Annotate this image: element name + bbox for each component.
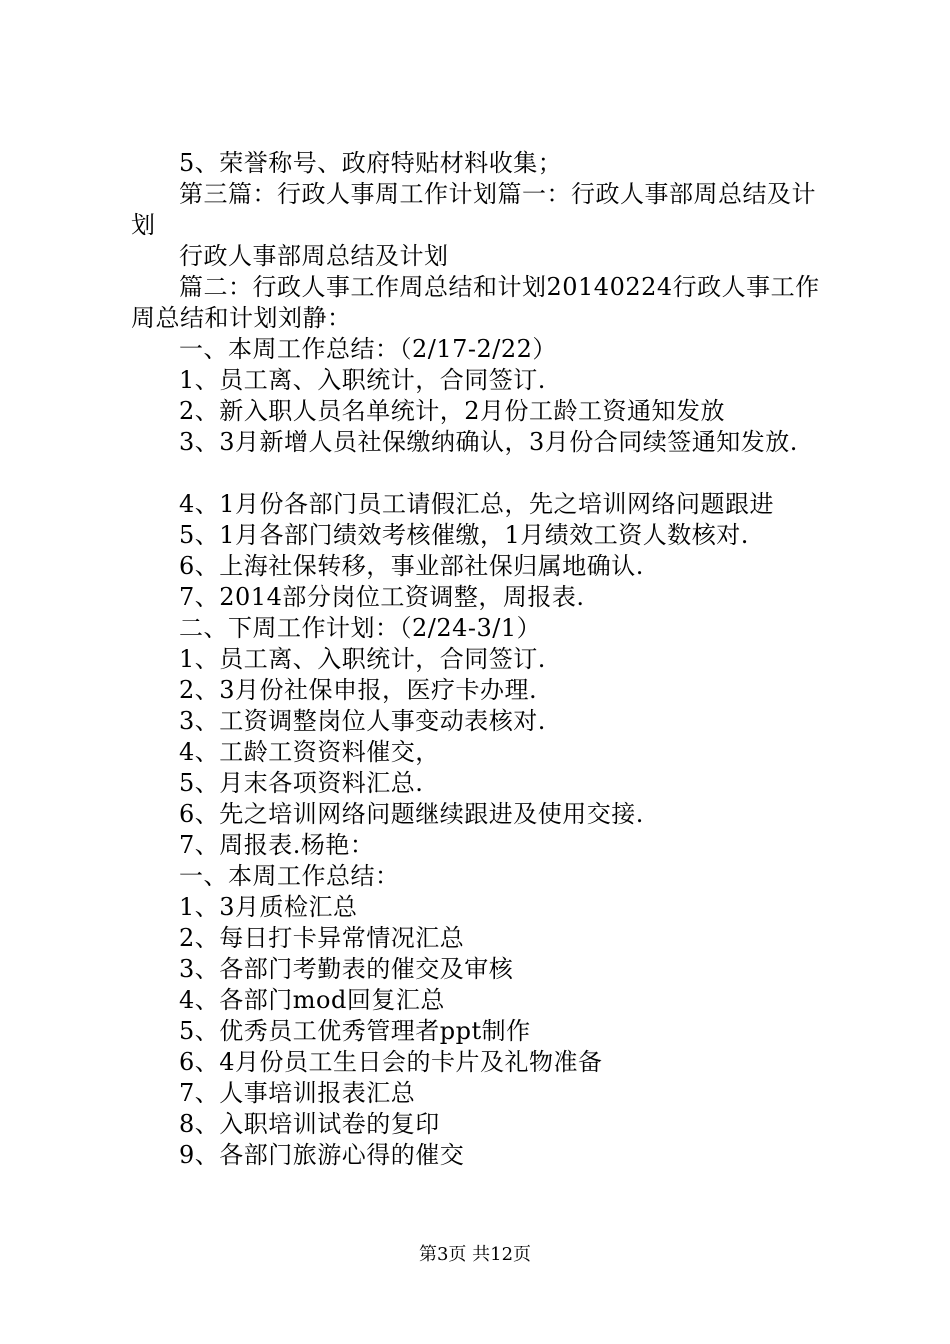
list-item: 4、1月份各部门员工请假汇总，先之培训网络问题跟进 <box>179 490 775 518</box>
list-item: 2、每日打卡异常情况汇总 <box>179 924 465 952</box>
list-item: 7、周报表.杨艳： <box>179 831 375 859</box>
text-line: 行政人事部周总结及计划 <box>179 242 449 270</box>
list-item: 9、各部门旅游心得的催交 <box>179 1141 465 1169</box>
list-item: 3、各部门考勤表的催交及审核 <box>179 955 514 983</box>
list-item: 5、优秀员工优秀管理者ppt制作 <box>179 1017 531 1045</box>
text-line: 一、本周工作总结： <box>179 862 400 890</box>
section-heading: 篇二：行政人事工作周总结和计划20140224行政人事工作周总结和计划刘静： <box>131 273 820 332</box>
list-item: 4、各部门mod回复汇总 <box>179 986 445 1014</box>
section-heading: 第三篇：行政人事周工作计划篇一：行政人事部周总结及计划 <box>131 180 816 239</box>
text-line: 二、下周工作计划：（2/24-3/1） <box>179 614 542 642</box>
list-item: 3、工资调整岗位人事变动表核对. <box>179 707 546 735</box>
list-item: 5、1月各部门绩效考核催缴，1月绩效工资人数核对. <box>179 521 749 549</box>
text-line: 一、本周工作总结：（2/17-2/22） <box>179 335 557 363</box>
list-item: 1、员工离、入职统计，合同签订. <box>179 645 546 673</box>
list-item: 1、员工离、入职统计，合同签订. <box>179 366 546 394</box>
list-item: 2、3月份社保申报，医疗卡办理. <box>179 676 538 704</box>
page-number: 第3页 共12页 <box>418 1244 532 1265</box>
list-item: 2、新入职人员名单统计，2月份工龄工资通知发放 <box>179 397 726 425</box>
list-item: 6、上海社保转移，事业部社保归属地确认. <box>179 552 644 580</box>
list-item: 3、3月新增人员社保缴纳确认，3月份合同续签通知发放. <box>179 428 798 456</box>
page-footer <box>0 1243 950 1267</box>
blank-line <box>131 458 836 489</box>
list-item: 8、入职培训试卷的复印 <box>179 1110 440 1138</box>
list-item: 6、先之培训网络问题继续跟进及使用交接. <box>179 800 644 828</box>
list-item: 4、工龄工资资料催交， <box>179 738 440 766</box>
list-item: 7、2014部分岗位工资调整，周报表. <box>179 583 585 611</box>
text-line: 5、荣誉称号、政府特贴材料收集； <box>179 149 563 177</box>
list-item: 5、月末各项资料汇总. <box>179 769 424 797</box>
list-item: 1、3月质检汇总 <box>179 893 358 921</box>
document-body <box>131 148 836 1171</box>
list-item: 7、人事培训报表汇总 <box>179 1079 416 1107</box>
list-item: 6、4月份员工生日会的卡片及礼物准备 <box>179 1048 603 1076</box>
